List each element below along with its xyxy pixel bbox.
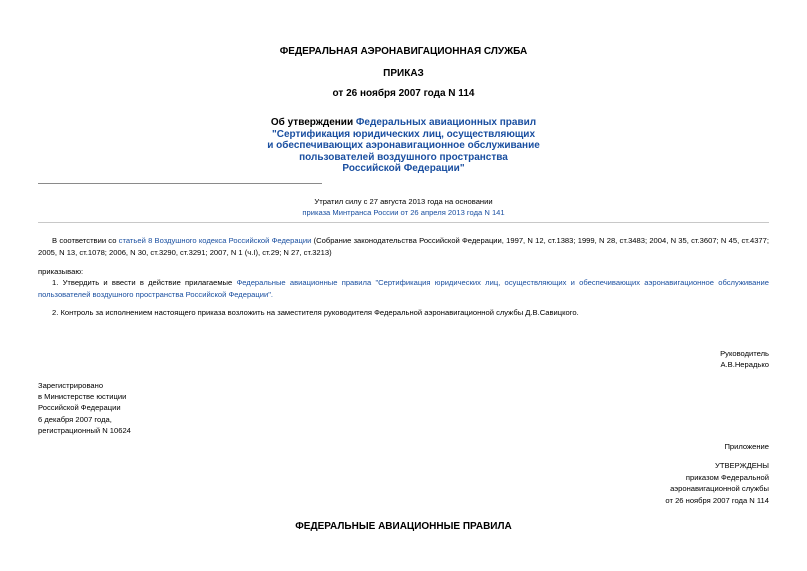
order-title (0, 117, 807, 175)
divider (38, 222, 769, 223)
preamble-rest: (Собрание законодательства Российской Федерации, 1997, N 12, ст.1383; 1999, N 28, ст.3483; 2004, N 35, ст.3607; N 45, ст.4377; 2005, N 13, ст.1078; 2006, N 30, ст.3290, ст.3291; 2007, N 1 (ч.I), ст.29; N 27, ст.3213) (38, 236, 769, 257)
air-code-article-link[interactable]: статьей 8 Воздушного кодекса Российской Федерации (118, 236, 312, 245)
order-item-1 (38, 277, 769, 301)
registration-line: в Министерстве юстиции (38, 392, 127, 402)
item1-prefix: 1. Утвердить и ввести в действие прилагаемые (52, 278, 237, 287)
registration-line: регистрационный N 10624 (38, 425, 131, 435)
registration-block (38, 380, 131, 436)
title-prefix: Об утверждении (270, 117, 356, 128)
registration-line: Российской Федерации (38, 403, 121, 413)
agency-heading: ФЕДЕРАЛЬНАЯ АЭРОНАВИГАЦИОННАЯ СЛУЖБА (279, 46, 528, 57)
repeal-order-link[interactable]: приказа Минтранса России от 26 апреля 2013 года N 141 (302, 208, 505, 217)
approval-line: УТВЕРЖДЕНЫ (715, 461, 769, 470)
signature-name: А.В.Нерадько (720, 360, 769, 369)
approval-line: от 26 ноября 2007 года N 114 (665, 495, 769, 505)
registration-line: 6 декабря 2007 года, (38, 414, 112, 424)
order-word: приказываю: (38, 267, 84, 276)
repeal-status-line: Утратил силу с 27 августа 2013 года на основании (314, 197, 493, 206)
order-item-2: 2. Контроль за исполнением настоящего приказа возложить на заместителя руководителя Федеральной аэронавигационной службы Д.В.Савицкого. (52, 308, 579, 317)
title-link-line-4[interactable]: Российской Федерации" (342, 163, 465, 174)
approval-line: аэронавигационной службы (670, 484, 769, 493)
signature-role: Руководитель (720, 349, 769, 358)
order-date-number: от 26 ноября 2007 года N 114 (332, 88, 475, 99)
title-link-line-2[interactable]: и обеспечивающих аэронавигационное обслуживание (267, 140, 540, 151)
doc-type-heading: ПРИКАЗ (383, 68, 424, 79)
title-link-line-1[interactable]: "Сертификация юридических лиц, осуществляющих (271, 128, 536, 140)
preamble-paragraph (38, 235, 769, 259)
federal-rules-link[interactable]: Федеральные авиационные правила (236, 278, 372, 287)
appendix-label: Приложение (724, 442, 769, 451)
title-link-rules[interactable]: Федеральных авиационных правил (355, 117, 537, 128)
short-divider (38, 183, 322, 184)
item1-rest[interactable]: "Сертификация юридических лиц, осуществляющих и обеспечивающих аэронавигационное обслуживание пользователей воздушного пространства Российской Федерации". (38, 278, 769, 299)
title-link-line-3[interactable]: пользователей воздушного пространства (299, 151, 508, 163)
section-title: ФЕДЕРАЛЬНЫЕ АВИАЦИОННЫЕ ПРАВИЛА (295, 521, 512, 532)
approval-line: приказом Федеральной (685, 472, 769, 482)
registration-line: Зарегистрировано (38, 381, 104, 390)
preamble-prefix: В соответствии со (52, 236, 119, 245)
approval-block (665, 460, 769, 506)
